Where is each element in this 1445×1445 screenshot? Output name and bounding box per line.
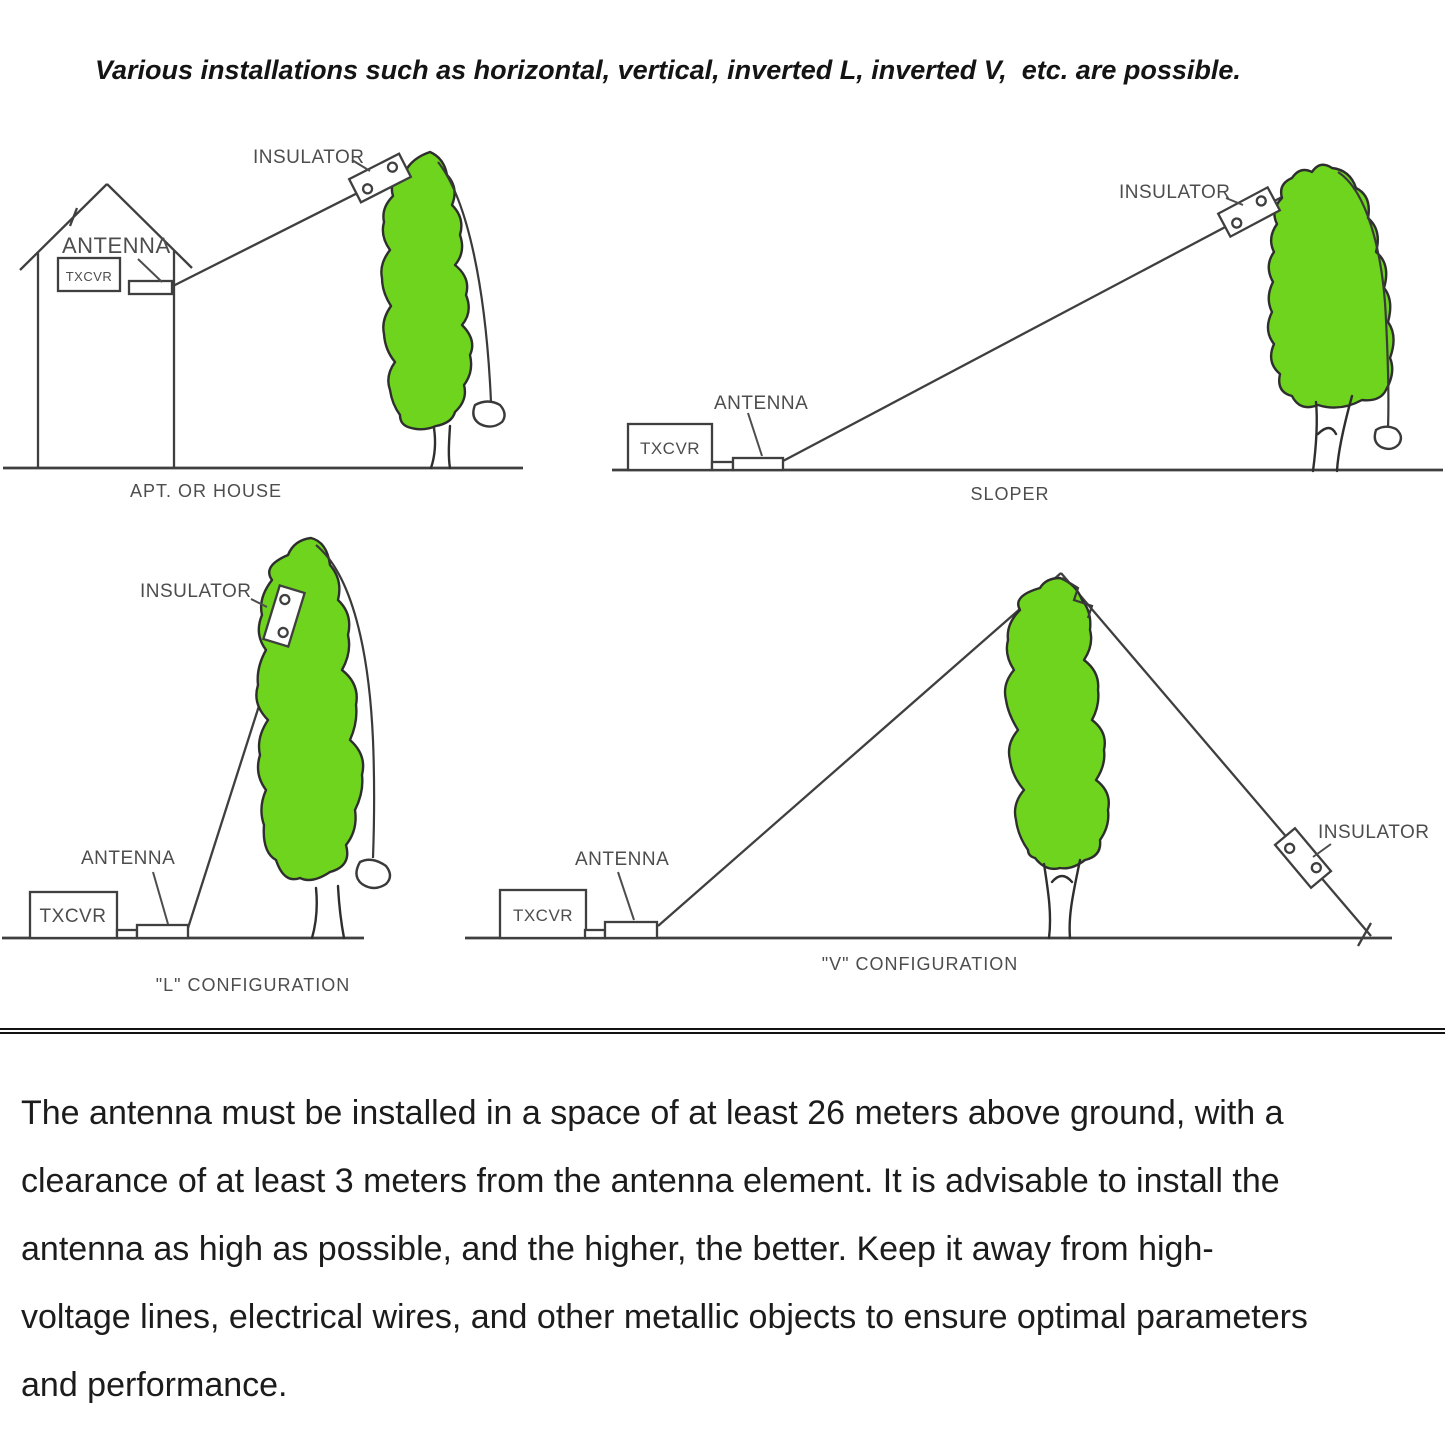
antenna-pointer-line (748, 413, 762, 456)
tree-foliage (381, 152, 472, 429)
counterweight (1375, 427, 1401, 449)
diagram-apt-or-house (3, 147, 523, 501)
feed-connector (712, 462, 733, 470)
antenna-pointer-line (618, 872, 634, 920)
diagram-caption: "L" CONFIGURATION (155, 975, 351, 995)
diagram-v-configuration (465, 573, 1430, 974)
diagram-l-configuration (2, 538, 390, 995)
tree-foliage (1268, 165, 1394, 408)
txcvr-label: TXCVR (639, 439, 701, 458)
counterweight (473, 402, 504, 427)
section-divider-line (0, 1032, 1445, 1034)
antenna-feed-box (129, 281, 172, 294)
antenna-wire-right (1061, 573, 1371, 936)
instruction-text-line: voltage lines, electrical wires, and other metallic objects to ensure optimal parameters (21, 1298, 1308, 1336)
tree-trunk (1044, 860, 1080, 938)
installation-instructions (21, 1079, 1429, 1419)
tree-foliage (1005, 578, 1109, 869)
instruction-text-line: The antenna must be installed in a space of at least 26 meters above ground, with a (21, 1094, 1284, 1132)
diagram-caption: SLOPER (970, 484, 1050, 504)
antenna-label: ANTENNA (714, 393, 809, 414)
antenna-label: ANTENNA (575, 849, 670, 870)
feed-connector (117, 930, 137, 938)
instruction-text-line: clearance of at least 3 meters from the antenna element. It is advisable to install the (21, 1162, 1280, 1200)
feed-connector (585, 930, 605, 938)
antenna-label: ANTENNA (62, 233, 171, 258)
antenna-feed-box (137, 925, 188, 938)
insulator-label: INSULATOR (1318, 822, 1430, 843)
roof-tick-mark (70, 208, 77, 226)
antenna-pointer-line (153, 872, 168, 924)
txcvr-label: TXCVR (39, 906, 107, 927)
insulator-label: INSULATOR (1119, 182, 1231, 203)
diagram-caption: APT. OR HOUSE (129, 481, 283, 501)
insulator-label: INSULATOR (140, 581, 252, 602)
txcvr-label: TXCVR (65, 269, 113, 284)
tree-trunk (312, 886, 344, 938)
antenna-pointer-line (138, 259, 162, 282)
antenna-feed-box (733, 458, 783, 470)
instruction-text-line: and performance. (21, 1366, 288, 1404)
antenna-feed-box (605, 922, 657, 938)
insulator-label: INSULATOR (253, 147, 365, 168)
page-title: Various installations such as horizontal, vertical, inverted L, inverted V, etc. are possible. (95, 55, 1241, 85)
tree-trunk (431, 426, 450, 468)
counterweight (356, 860, 390, 888)
house-outline (20, 184, 192, 468)
txcvr-label: TXCVR (512, 906, 574, 925)
antenna-label: ANTENNA (81, 848, 176, 869)
section-divider-line (0, 1028, 1445, 1030)
diagram-sloper (612, 165, 1443, 504)
antenna-wire-left (658, 573, 1061, 926)
insulator-pointer-line (1313, 844, 1331, 857)
instruction-text-line: antenna as high as possible, and the higher, the better. Keep it away from high- (21, 1230, 1214, 1268)
diagram-caption: "V" CONFIGURATION (821, 954, 1019, 974)
